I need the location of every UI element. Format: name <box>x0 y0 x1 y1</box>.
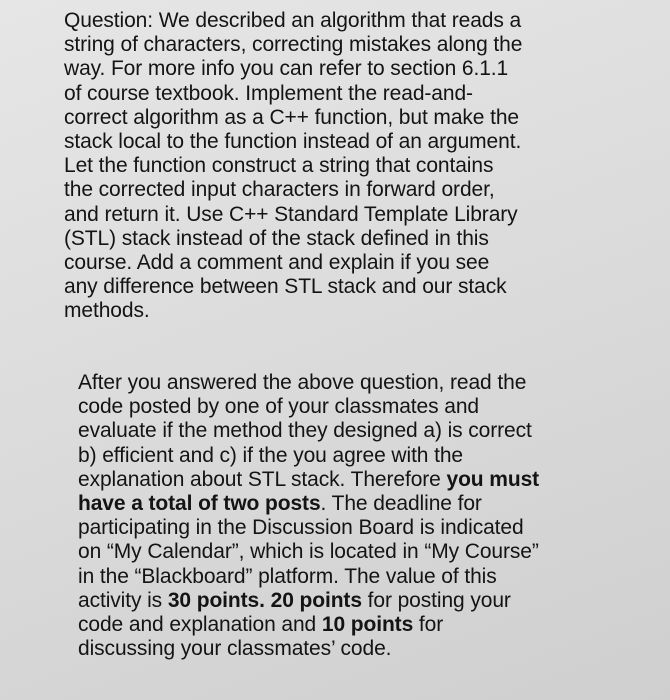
emphasis-you-must: you must <box>446 467 540 491</box>
question-line: and return it. Use C++ Standard Template Library <box>64 202 518 226</box>
instructions-line: After you answered the above question, read the <box>78 371 527 394</box>
instructions-line: participating in the Discussion Board is indicated <box>78 516 524 540</box>
emphasis-total-posts: have a total of two posts <box>78 492 321 516</box>
question-line: string of characters, correcting mistakes along the <box>64 33 523 57</box>
instructions-paragraph <box>78 371 539 661</box>
question-line: of course textbook. Implement the read-and- <box>64 81 473 105</box>
instructions-text: code and explanation and <box>78 613 322 637</box>
question-line: course. Add a comment and explain if you see <box>64 251 490 275</box>
instructions-text: activity is <box>78 588 168 612</box>
question-line: Question: We described an algorithm that reads a <box>64 9 522 32</box>
question-line: correct algorithm as a C++ function, but make the <box>64 105 519 129</box>
question-line: the corrected input characters in forward order, <box>64 178 495 202</box>
instructions-text: . The deadline for <box>320 492 482 516</box>
instructions-line: b) efficient and c) if the you agree with the <box>78 443 464 467</box>
instructions-line <box>78 492 539 516</box>
emphasis-30-points: 30 points. <box>167 588 265 612</box>
question-line: methods. <box>64 299 150 323</box>
instructions-text: for posting your <box>361 588 511 612</box>
instructions-line: evaluate if the method they designed a) is correct <box>78 419 532 443</box>
question-line: Let the function construct a string that contains <box>64 154 494 178</box>
question-paragraph <box>64 9 522 324</box>
instructions-line <box>78 589 539 613</box>
instructions-line: in the “Blackboard” platform. The value of this <box>78 564 497 588</box>
instructions-text: for <box>413 613 444 637</box>
instructions-line <box>78 613 539 637</box>
question-line: (STL) stack instead of the stack defined in this <box>64 226 489 250</box>
emphasis-10-points: 10 points <box>321 613 414 637</box>
question-line: stack local to the function instead of an argument. <box>64 130 522 154</box>
question-line: any difference between STL stack and our stack <box>64 275 507 299</box>
instructions-line: code posted by one of your classmates and <box>78 395 479 419</box>
instructions-line: discussing your classmates’ code. <box>78 637 392 661</box>
question-line: way. For more info you can refer to section 6.1.1 <box>64 57 509 81</box>
instructions-line <box>78 468 539 492</box>
instructions-line: on “My Calendar”, which is located in “My Course” <box>78 540 539 564</box>
emphasis-20-points: 20 points <box>270 588 362 612</box>
instructions-text: explanation about STL stack. Therefore <box>78 467 447 491</box>
